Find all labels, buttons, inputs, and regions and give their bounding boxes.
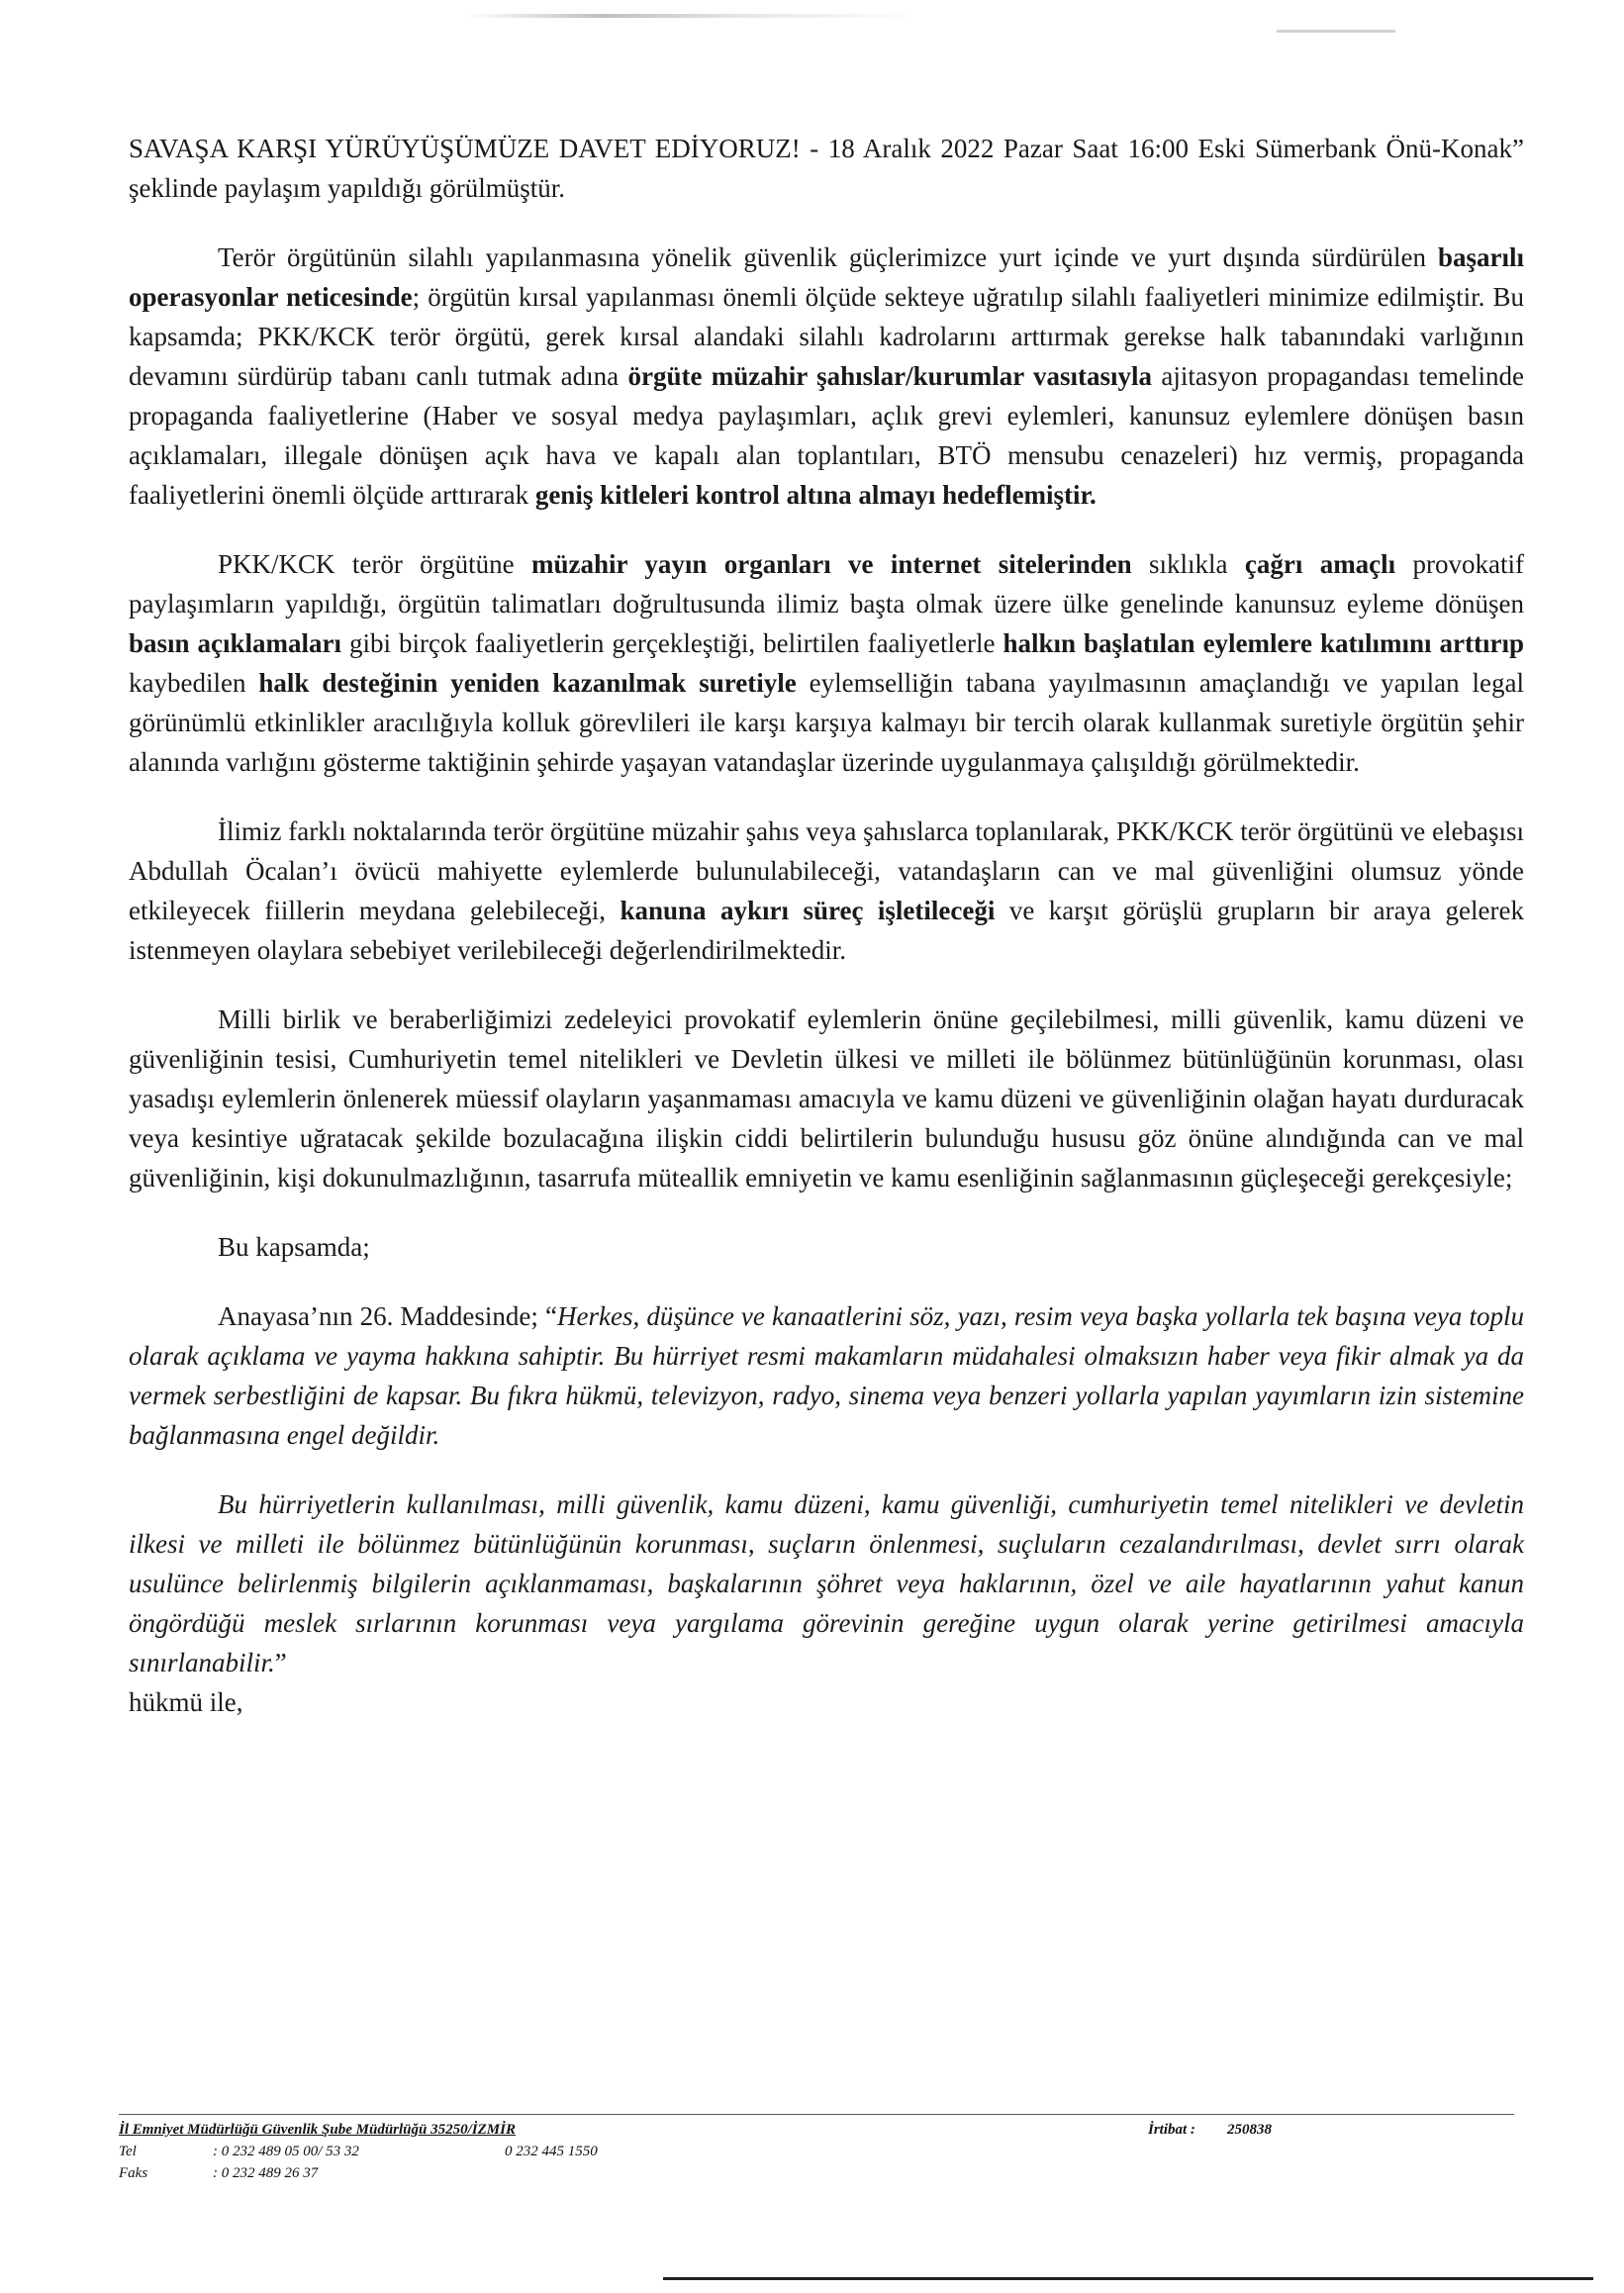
text: Terör örgütünün silahlı yapılanmasına yönelik güvenlik güçlerimizce yurt içinde ve yurt dışında sürdürülen: [218, 242, 1438, 272]
paragraph-quote: [129, 1296, 1524, 1455]
footer-fax-row: [119, 2162, 1534, 2184]
footer-divider: [119, 2114, 1514, 2115]
footer-address-row: [119, 2119, 1534, 2141]
text: SAVAŞA KARŞI YÜRÜYÜŞÜMÜZE DAVET EDİYORUZ! - 18 Aralık 2022 Pazar Saat 16:00 Eski Sümerbank Önü-Konak” şeklinde paylaşım yapıldığı görülmüştür.: [129, 134, 1524, 203]
text: Anayasa’nın 26. Maddesinde; “: [218, 1301, 557, 1331]
bold-text: örgüte müzahir şahıslar/kurumlar vasıtasıyla: [627, 361, 1153, 391]
bold-text: basın açıklamaları: [129, 628, 342, 658]
text: provokatif paylaşımların yapıldığı, örgütün talimatları doğrultusunda ilimiz başta olmak üzere ülke genelinde kanunsuz eyleme dönüşen: [129, 549, 1524, 619]
text: sıklıkla: [1131, 549, 1245, 579]
paragraph-quote: [129, 1484, 1524, 1682]
text: kaybedilen: [129, 668, 259, 698]
document-body: [129, 129, 1524, 1722]
text: gibi birçok faaliyetlerin gerçekleştiği, belirtilen faaliyetlerle: [341, 628, 1003, 658]
footer-fax-label: Faks: [119, 2165, 148, 2181]
italic-text: Herkes, düşünce ve kanaatlerini söz, yazı, resim veya başka yollarla tek başına veya toplu olarak açıklama ve yayma hakkına sahiptir. Bu hürriyet resmi makamların müdahalesi olmaksızın haber veya fikir almak ya da vermek serbestliğini de kapsar. Bu fıkra hükmü, televizyon, radyo, sinema veya benzeri yollarla yapılan yayımların izin sistemine bağlanmasına engel değildir.: [129, 1301, 1524, 1450]
bottom-edge-line: [663, 2277, 1593, 2280]
text: ve karşıt görüşlü grupların bir araya gelerek istenmeyen olaylara sebebiyet verilebileceği değerlendirilmektedir.: [129, 896, 1524, 965]
scan-artifact: [465, 14, 920, 18]
bold-text: çağrı amaçlı: [1244, 549, 1396, 579]
italic-text: Bu hürriyetlerin kullanılması, milli güvenlik, kamu düzeni, kamu güvenliği, cumhuriyetin temel nitelikleri ve devletin ilkesi ve milleti ile bölünmez bütünlüğünün korunması, suçların önlenmesi, suçluların cezalandırılması, devlet sırrı olarak usulünce belirlenmiş bilgilerin açıklanmaması, başkalarının şöhret veya haklarının, özel ve aile hayatlarının yahut kanun öngördüğü meslek sırlarının korunması veya yargılama görevinin gereğine uygun olarak yerine getirilmesi amacıyla sınırlanabilir.: [129, 1489, 1524, 1677]
paragraph: Bu kapsamda;: [218, 1232, 370, 1262]
bold-text: müzahir yayın organları ve internet sitelerinden: [531, 549, 1132, 579]
text: ajitasyon propagandası temelinde propaganda faaliyetlerine (Haber ve sosyal medya paylaşımları, açlık grevi eylemleri, kanunsuz eylemlere dönüşen basın açıklamaları, illegale dönüşen açık hava ve kapalı alan toplantıları, BTÖ mensubu cenazeleri) hız vermiş, propaganda faaliyetlerini önemli ölçüde arttırarak: [129, 361, 1525, 510]
bold-text: kanuna aykırı süreç işletileceği: [620, 896, 996, 925]
paragraph: [129, 238, 1524, 515]
text: eylemselliğin tabana yayılmasının amaçlandığı ve yapılan legal görünümlü etkinlikler aracılığıyla kolluk görevlileri ile karşı karşıya kalmayı bir tercih olarak kullanmak suretiyle örgütün şehir alanında varlığını gösterme taktiğinin şehirde yaşayan vatandaşlar üzerinde uygulanmaya çalışıldığı görülmektedir.: [129, 668, 1524, 777]
paragraph: Milli birlik ve beraberliğimizi zedeleyici provokatif eylemlerin önüne geçilebilmesi, milli güvenlik, kamu düzeni ve güvenliğinin tesisi, Cumhuriyetin temel nitelikleri ve Devletin ülkesi ve milleti ile bölünmez bütünlüğünün korunması, olası yasadışı eylemlerin önlenerek müessif olayların yaşanmaması amacıyla ve kamu düzeni ve güvenliğinin olağan hayatı durduracak veya kesintiye uğratacak şekilde bozulacağına ilişkin ciddi belirtilerin bulunduğu hususu göz önüne alındığında can ve mal güvenliğinin, kişi dokunulmazlığının, tasarrufa müteallik emniyetin ve kamu esenliğinin sağlanmasının güçleşeceği gerekçesiyle;: [129, 1004, 1524, 1193]
footer-tel-label: Tel: [119, 2144, 137, 2159]
paragraph-continuation: hükmü ile,: [129, 1687, 243, 1717]
paragraph: [129, 812, 1524, 970]
paragraph: [129, 544, 1524, 782]
paragraph-continuation: [129, 129, 1524, 208]
bold-text: geniş kitleleri kontrol altına almayı hedeflemiştir.: [534, 480, 1097, 510]
text: ”: [274, 1648, 287, 1677]
footer-tel-row: [119, 2141, 1534, 2162]
text: PKK/KCK terör örgütüne: [218, 549, 532, 579]
text: ; örgütün kırsal yapılanması önemli ölçüde sekteye uğratılıp silahlı faaliyetleri minimize edilmiştir. Bu kapsamda; PKK/KCK terör örgütü, gerek kırsal alandaki silahlı kadrolarını arttırmak gerekse halk tabanındaki varlığının devamını sürdürüp tabanı canlı tutmak adına: [129, 282, 1524, 391]
footer-tel-value-2: 0 232 445 1550: [505, 2144, 598, 2159]
scan-artifact: [1277, 30, 1395, 33]
footer-fax-value: : 0 232 489 26 37: [213, 2165, 319, 2181]
footer-ext-label: İrtibat :: [1148, 2122, 1195, 2138]
footer-ext-value: 250838: [1227, 2122, 1272, 2138]
text: İlimiz farklı noktalarında terör örgütüne müzahir şahıs veya şahıslarca toplanılarak, PKK/KCK terör örgütünü ve elebaşısı Abdullah Öcalan’ı övücü mahiyette eylemlerde bulunulabileceği, vatandaşların can ve mal güvenliğini olumsuz yönde etkileyecek fiillerin meydana gelebileceği,: [129, 816, 1524, 925]
footer: [119, 2119, 1534, 2184]
bold-text: başarılı operasyonlar neticesinde: [129, 242, 1524, 312]
bold-text: halk desteğinin yeniden kazanılmak suretiyle: [258, 668, 797, 698]
bold-text: halkın başlatılan eylemlere katılımını arttırıp: [1003, 628, 1524, 658]
footer-tel-value: : 0 232 489 05 00/ 53 32: [213, 2144, 359, 2159]
footer-address: İl Emniyet Müdürlüğü Güvenlik Şube Müdürlüğü 35250/İZMİR: [119, 2122, 516, 2138]
